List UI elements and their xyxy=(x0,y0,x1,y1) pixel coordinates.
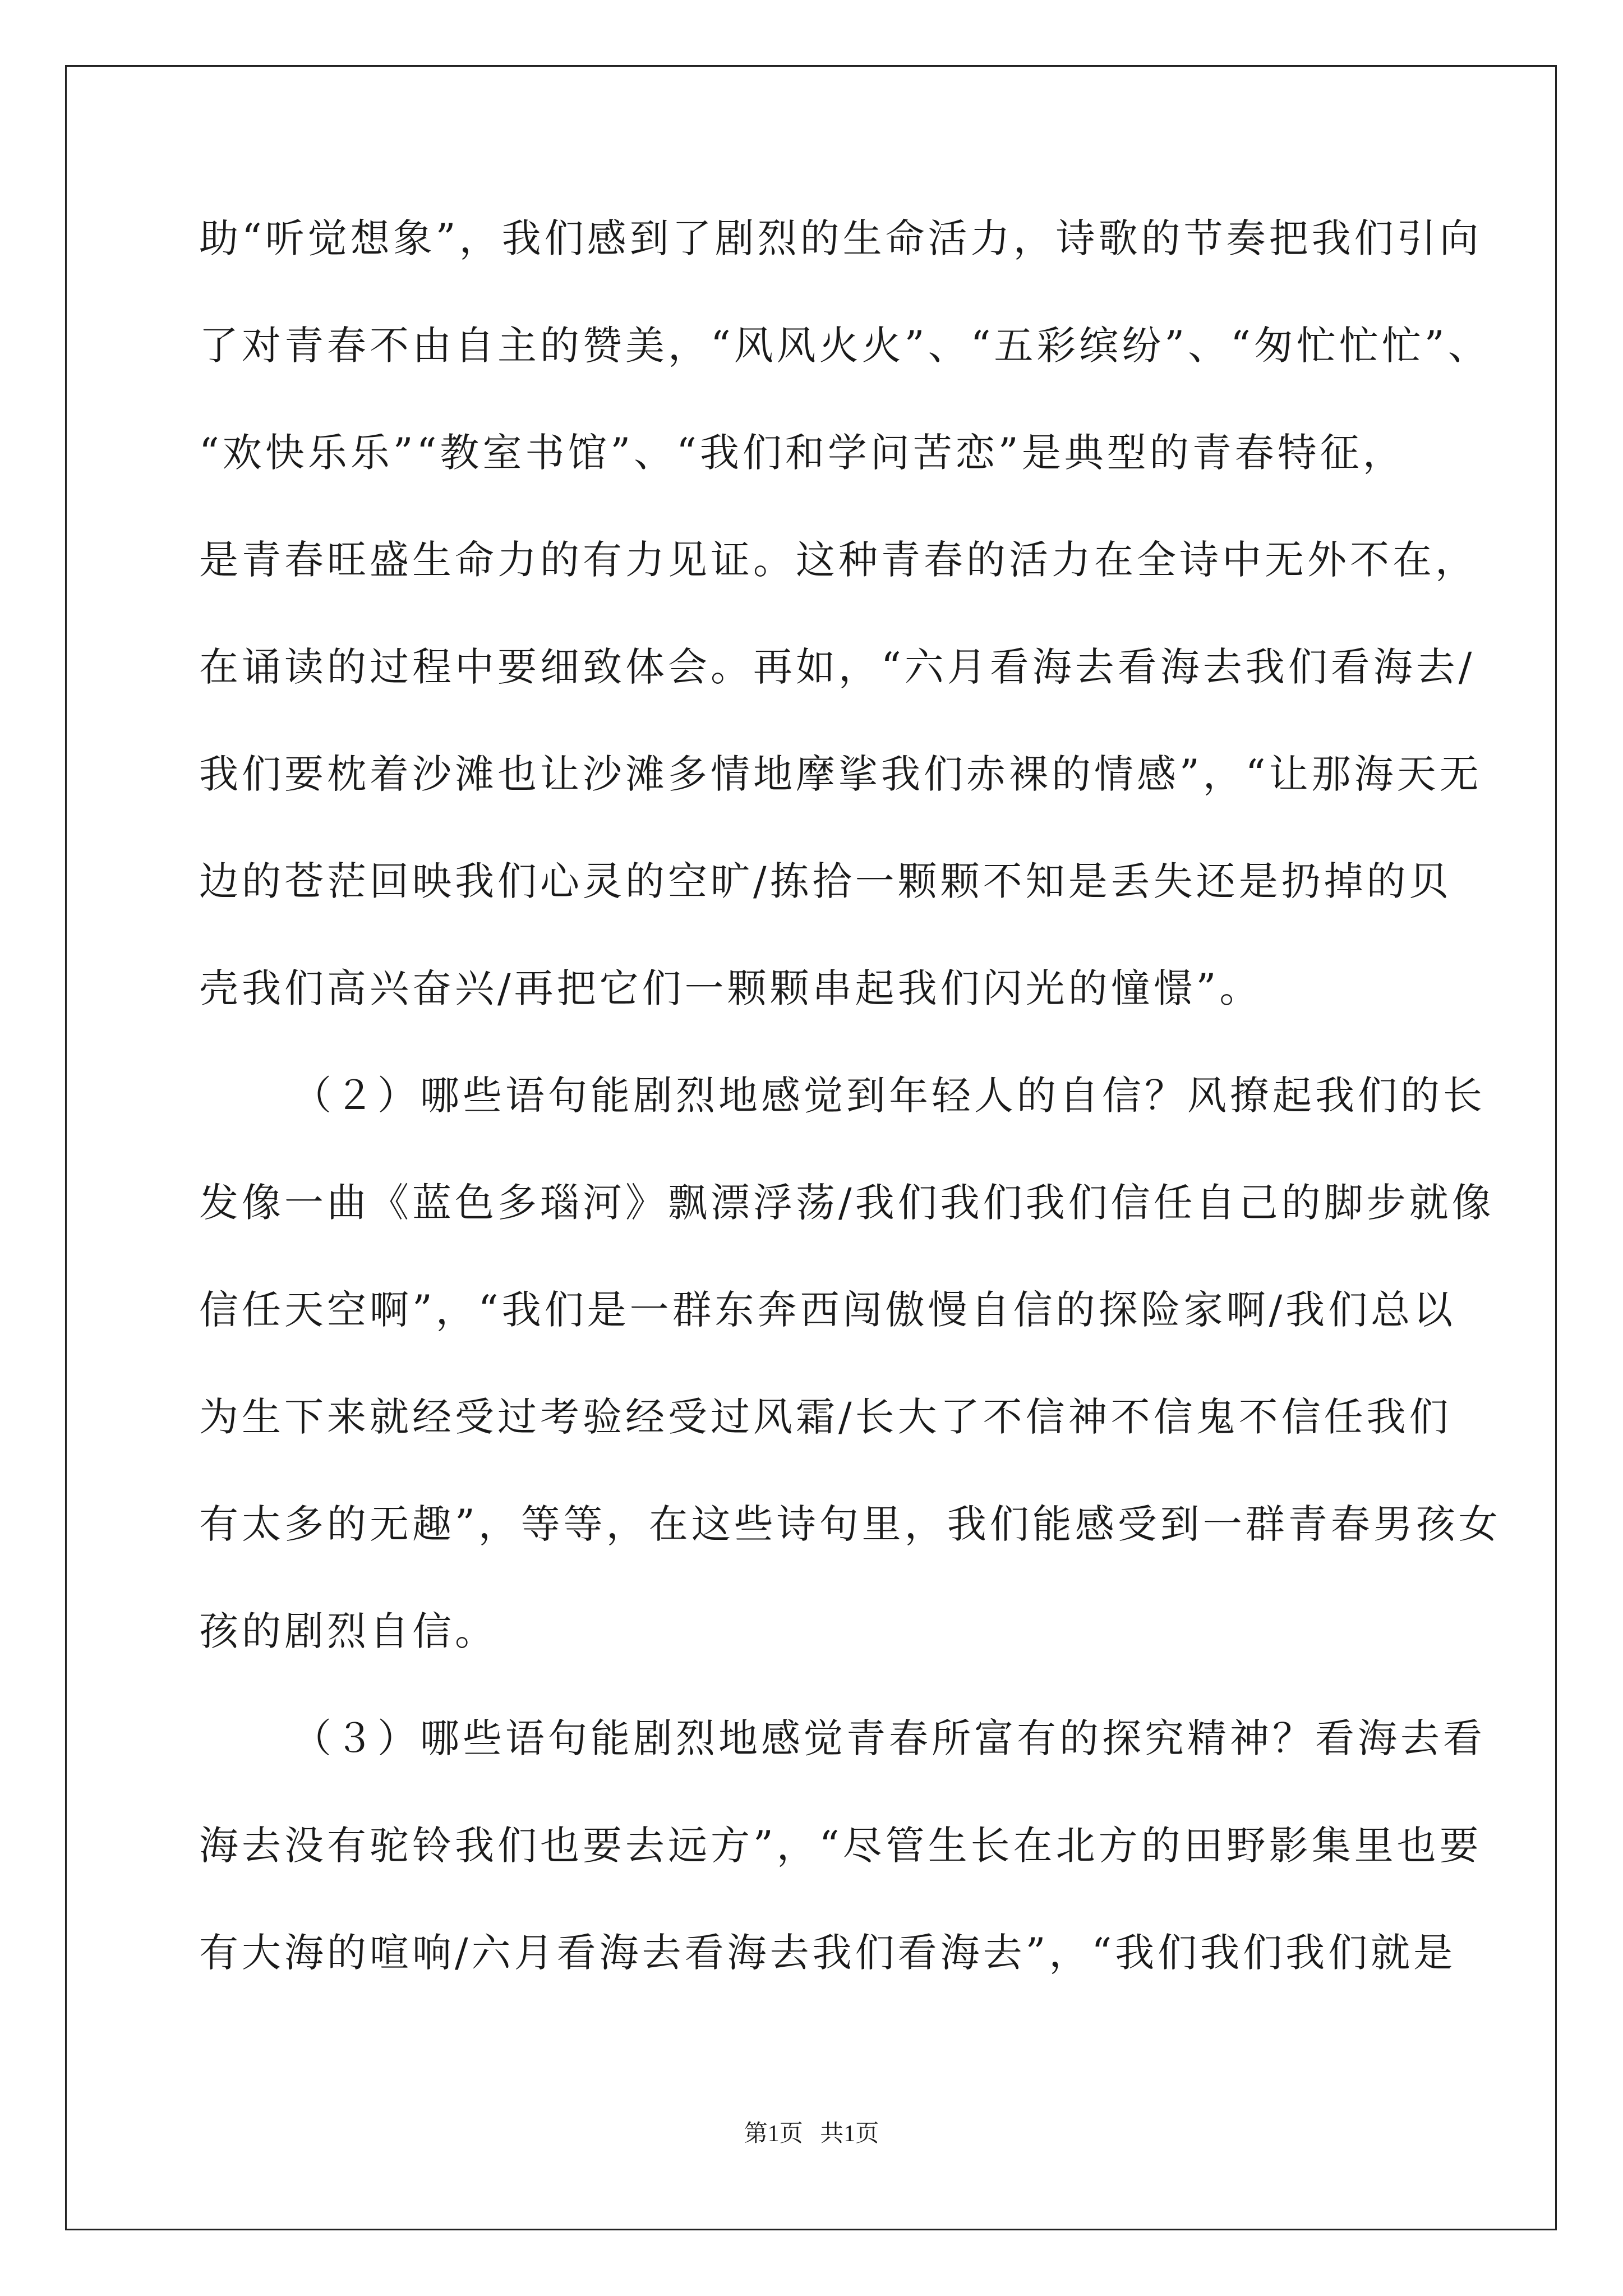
text-line: 了对青春不由自主的赞美，“风风火火”、“五彩缤纷”、“匆忙忙忙”、 xyxy=(199,323,1491,369)
paragraph-start-line: （２）哪些语句能剧烈地感觉到年轻人的自信？风撩起我们的长 xyxy=(292,1073,1486,1119)
text-line: 助“听觉想象”，我们感到了剧烈的生命活力，诗歌的节奏把我们引向 xyxy=(199,215,1482,261)
text-line: 是青春旺盛生命力的有力见证。这种青春的活力在全诗中无外不在， xyxy=(199,537,1478,583)
page-total: 共1页 xyxy=(820,2121,879,2147)
text-line: 我们要枕着沙滩也让沙滩多情地摩挲我们赤裸的情感”，“让那海天无 xyxy=(199,751,1482,797)
text-line: 发像一曲《蓝色多瑙河》飘漂浮荡/我们我们我们信任自己的脚步就像 xyxy=(199,1180,1495,1226)
page-footer xyxy=(0,2115,1623,2148)
text-line: “欢快乐乐”“教室书馆”、“我们和学问苦恋”是典型的青春特征， xyxy=(199,430,1405,476)
page-number: 第1页 xyxy=(744,2121,803,2147)
paragraph-start-line: （３）哪些语句能剧烈地感觉青春所富有的探究精神？看海去看 xyxy=(292,1715,1486,1761)
text-line: 边的苍茫回映我们心灵的空旷/拣拾一颗颗不知是丢失还是扔掉的贝 xyxy=(199,858,1452,904)
text-line: 为生下来就经受过考验经受过风霜/长大了不信神不信鬼不信任我们 xyxy=(199,1394,1452,1440)
text-line: 海去没有驼铃我们也要去远方”，“尽管生长在北方的田野影集里也要 xyxy=(199,1823,1482,1869)
text-line: 信任天空啊”，“我们是一群东奔西闯傲慢自信的探险家啊/我们总以 xyxy=(199,1287,1456,1333)
text-line: 在诵读的过程中要细致体会。再如，“六月看海去看海去我们看海去/ xyxy=(199,644,1476,690)
text-line: 孩的剧烈自信。 xyxy=(199,1608,497,1654)
text-line: 有大海的喧响/六月看海去看海去我们看海去”，“我们我们我们就是 xyxy=(199,1930,1456,1976)
text-line: 有太多的无趣”，等等，在这些诗句里，我们能感受到一群青春男孩女 xyxy=(199,1501,1501,1547)
text-line: 壳我们高兴奋兴/再把它们一颗颗串起我们闪光的憧憬”。 xyxy=(199,965,1262,1011)
document-body xyxy=(199,212,1501,2033)
